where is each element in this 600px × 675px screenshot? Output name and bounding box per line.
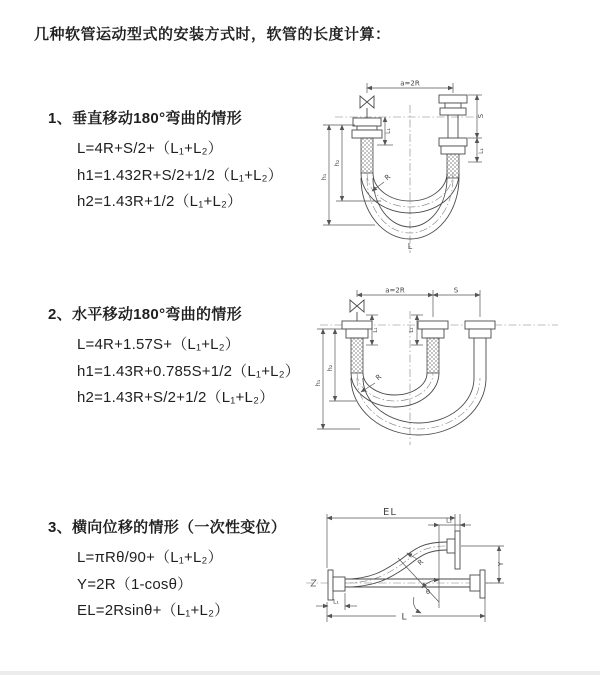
dim-label-l: L (407, 242, 413, 251)
section-1-heading: 1、垂直移动180°弯曲的情形 (48, 110, 242, 127)
section-3-heading: 3、横向位移的情形（一次性变位） (48, 519, 287, 536)
dimensions (316, 507, 505, 623)
section-2 (48, 305, 300, 412)
dim-label-y: Y (497, 561, 505, 567)
valve-icon (350, 300, 364, 321)
hose-assembly (328, 531, 485, 600)
diagram-3-svg (298, 498, 600, 658)
dim-label-r: R (374, 372, 384, 383)
dimensions (314, 287, 480, 430)
section-1 (48, 109, 283, 216)
diagram-vertical-180-bend (315, 75, 585, 260)
diagram-2-svg (310, 283, 595, 455)
formula-h2: h2=1.43R+1/2（L₁+L₂） (77, 193, 243, 210)
dim-label-l1-right: L₁ (478, 148, 485, 154)
formula-Y: Y=2R（1-cosθ） (77, 575, 193, 593)
formula-h1: h1=1.43R+0.785S+1/2（L₁+L₂） (77, 362, 300, 380)
formula-L: L=πRθ/90+（L₁+L₂） (77, 549, 223, 566)
page-bottom-edge (0, 671, 600, 675)
formula-EL: EL=2Rsinθ+（L₁+L₂） (77, 602, 230, 619)
formula-h2: h2=1.43R+S/2+1/2（L₁+L₂） (77, 389, 275, 406)
formula-L: L=4R+S/2+（L₁+L₂） (77, 140, 223, 157)
dim-label-l1-mid: L₁ (409, 327, 415, 333)
dim-label-l: L (401, 612, 407, 623)
dim-label-s: S (477, 113, 485, 119)
dim-label-h2: h₂ (333, 159, 341, 167)
dim-label-span: a=2R (400, 79, 420, 88)
dim-label-l1: L₁ (333, 598, 339, 606)
dim-label-s: S (453, 286, 459, 295)
formula-L: L=4R+1.57S+（L₁+L₂） (77, 336, 240, 353)
dim-label-r: R (383, 172, 393, 183)
section-3 (48, 518, 286, 625)
section-2-heading: 2、水平移动180°弯曲的情形 (48, 306, 242, 323)
dim-label-l1-left: L₁ (373, 327, 379, 333)
dim-label-span: a=2R (385, 286, 405, 295)
page-title: 几种软管运动型式的安装方式时，软管的长度计算： (34, 26, 391, 43)
centerlines (335, 105, 477, 253)
dim-label-l2: L₂ (446, 517, 452, 525)
dim-label-el: EL (383, 507, 397, 518)
diagram-lateral-displacement (298, 498, 600, 658)
dim-label-theta: θ (426, 588, 430, 596)
dim-label-h2: h₂ (326, 364, 334, 372)
dim-label-h1: h₁ (314, 379, 322, 387)
hose-assembly (342, 321, 495, 435)
dim-label-l1-left: L₁ (385, 128, 392, 134)
dim-label-r: R (416, 557, 426, 568)
dim-label-h1: h₁ (320, 173, 328, 181)
valve-icon (360, 96, 374, 118)
hose-assembly (352, 95, 467, 239)
diagram-1-svg (315, 75, 585, 260)
diagram-horizontal-180-bend (310, 283, 595, 455)
formula-h1: h1=1.432R+S/2+1/2（L₁+L₂） (77, 166, 283, 184)
